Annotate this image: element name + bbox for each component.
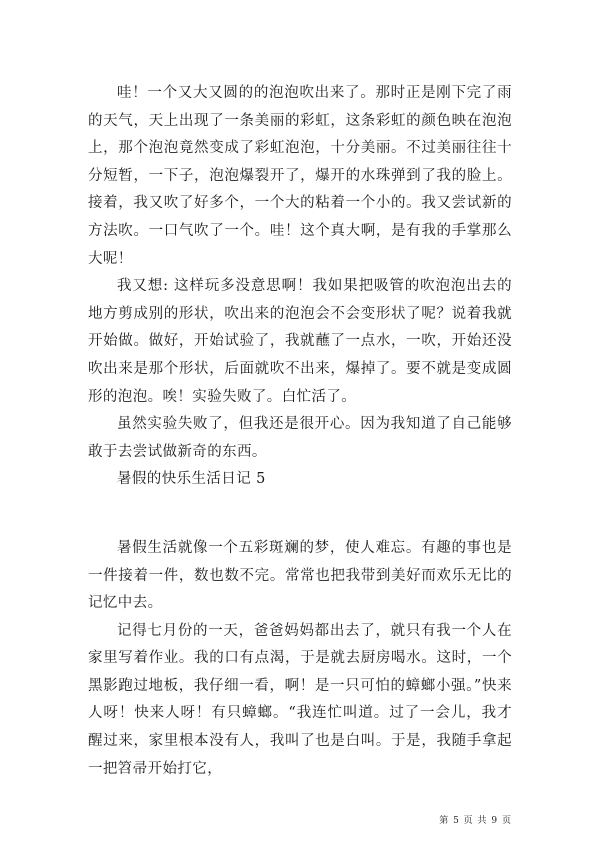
paragraph-experiment: 我又想: 这样玩多没意思啊！我如果把吸管的吹泡泡出去的地方剪成别的形状，吹出来的泡泡会不会变形状了呢？说着我就开始做。做好，开始试验了，我就蘸了一点水，一吹，开始还没吹出来是那个形状，后面就吹不出来，爆掉了。要不就是变成圆形的泡泡。唉！实验失败了。白忙活了。 bbox=[88, 278, 512, 405]
page-number-footer: 第 5 页 共 9 页 bbox=[439, 816, 512, 826]
document-body bbox=[88, 80, 512, 783]
section-heading: 暑假的快乐生活日记 5 bbox=[117, 471, 266, 488]
paragraph-summer-dream: 暑假生活就像一个五彩斑斓的梦，使人难忘。有趣的事也是一件接着一件，数也数不完。常常也把我带到美好而欢乐无比的记忆中去。 bbox=[88, 539, 512, 612]
paragraph-bubble-blowing: 哇！一个又大又圆的的泡泡吹出来了。那时正是刚下完了雨的天气，天上出现了一条美丽的彩虹，这条彩虹的颜色映在泡泡上，那个泡泡竟然变成了彩虹泡泡，十分美丽。不过美丽往往十分短暂，一下子，泡泡爆裂开了，爆开的水珠弹到了我的脸上。接着，我又吹了好多个，一个大的粘着一个小的。我又尝试新的方法吹。一口气吹了一个。哇！这个真大啊，是有我的手掌那么大呢！ bbox=[88, 85, 512, 267]
section-spacer bbox=[88, 494, 512, 535]
paragraph-conclusion: 虽然实验失败了，但我还是很开心。因为我知道了自己能够敢于去尝试做新奇的东西。 bbox=[88, 416, 512, 460]
paragraph-cockroach-story: 记得七月份的一天，爸爸妈妈都出去了，就只有我一个人在家里写着作业。我的口有点渴，于是就去厨房喝水。这时，一个黑影跑过地板，我仔细一看，啊！是一只可怕的蟑螂小强。”快来人呀！快来人呀！有只蟑螂。“我连忙叫道。过了一会儿，我才醒过来，家里根本没有人，我叫了也是白叫。于是，我随手拿起一把笤帚开始打它， bbox=[88, 622, 512, 777]
